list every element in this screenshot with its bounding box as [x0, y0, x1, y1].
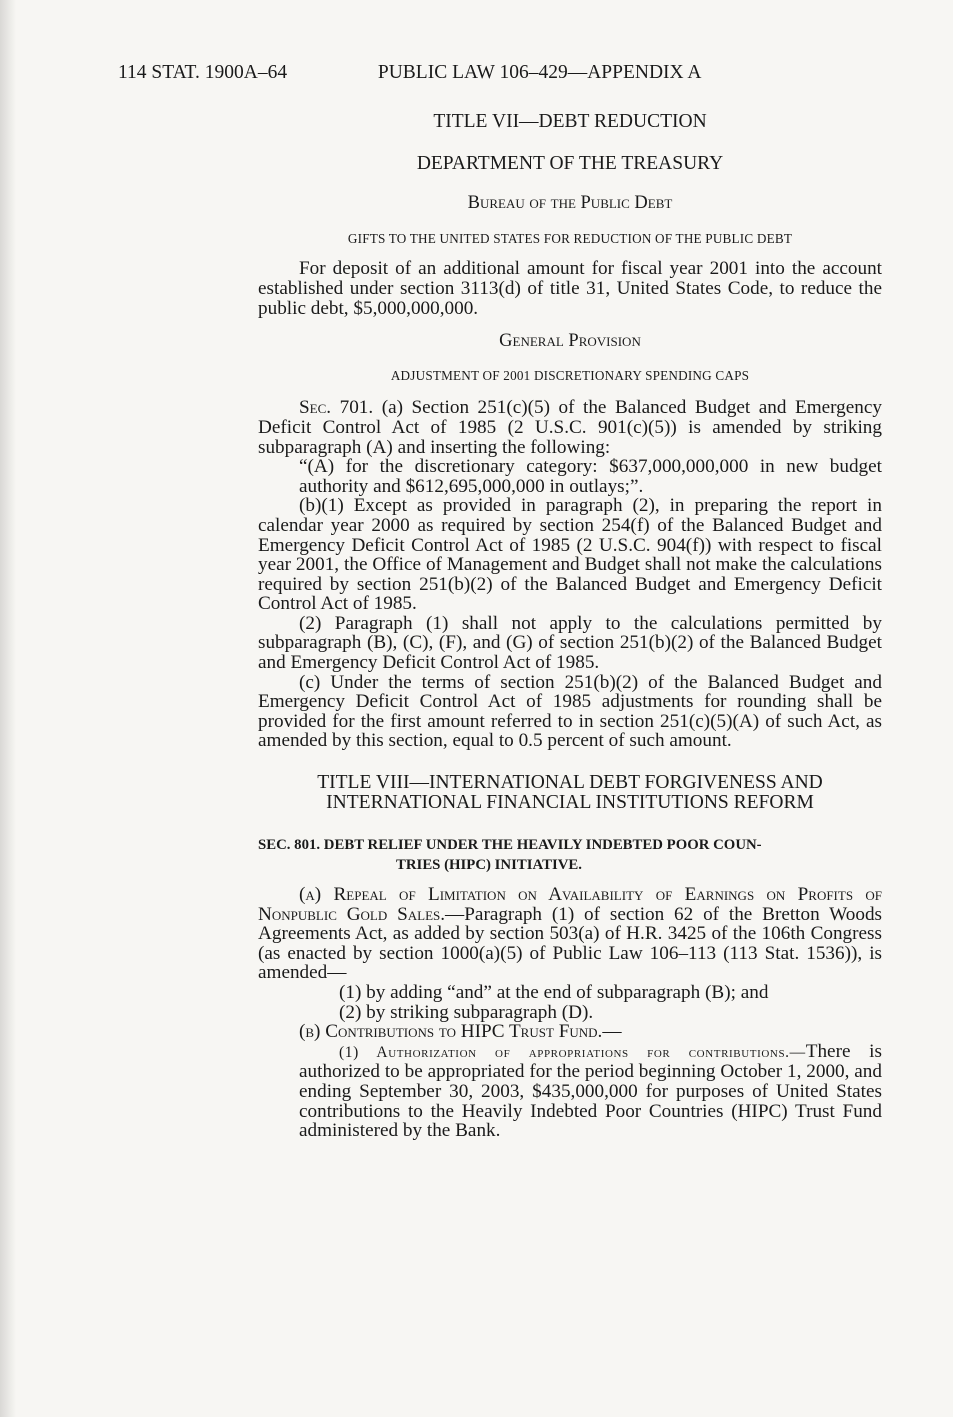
- sec-label: Sec.: [299, 397, 332, 419]
- sec-701-quote-text: “(A) for the discretionary category: $637,000,000,000 in new budget authority and $612,695,000,000 in outlays;”.: [299, 456, 882, 497]
- title-viii-heading: [258, 773, 882, 813]
- title-viii-line2: INTERNATIONAL FINANCIAL INSTITUTIONS REFORM: [326, 792, 814, 814]
- adjustment-heading: ADJUSTMENT OF 2001 DISCRETIONARY SPENDING CAPS: [390, 367, 750, 383]
- sec-701-quote: [258, 457, 882, 496]
- sec-801-a-item-1: (1) by adding “and” at the end of subparagraph (B); and: [339, 982, 769, 1003]
- title-vii-heading: TITLE VII—DEBT REDUCTION: [433, 111, 707, 132]
- bureau-heading: Bureau of the Public Debt: [467, 193, 673, 214]
- public-law-title: PUBLIC LAW 106–429—APPENDIX A: [377, 62, 702, 83]
- sec-701-b2: (2) Paragraph (1) shall not apply to the calculations permitted by subparagraph (B), (C), (F), and (G) of section 251(b)(2) of the Balanced Budget and Emergency Deficit Control Act of 1985.: [258, 612, 882, 674]
- sec-801-heading-line1: SEC. 801. DEBT RELIEF UNDER THE HEAVILY INDEBTED POOR COUN-: [258, 837, 762, 854]
- text-column: [258, 108, 882, 1141]
- sec-701-a: [258, 398, 882, 457]
- sec-701-a-text: 701. (a) Section 251(c)(5) of the Balanced Budget and Emergency Deficit Control Act of 1985 (2 U.S.C. 901(c)(5)) is amended by striking subparagraph (A) and inserting the following:: [258, 397, 882, 458]
- statute-citation: 114 STAT. 1900A–64: [118, 62, 288, 83]
- general-provision-heading: General Provision: [499, 331, 641, 352]
- scan-edge-shadow: [0, 0, 16, 1417]
- title-viii-line1: TITLE VIII—INTERNATIONAL DEBT FORGIVENESS AND: [317, 772, 823, 794]
- sec-801-a-heading: (a) Repeal of Limitation on Availability of Earnings on Profits of Nonpublic Gold Sales.—: [258, 884, 882, 925]
- sec-801-a-item-2: (2) by striking subparagraph (D).: [339, 1001, 594, 1023]
- sec-801-a-text: Paragraph (1) of section 62 of the Bretton Woods Agreements Act, as added by section 503(a) of H.R. 3425 of the 106th Congress (as enacted by section 1000(a)(5) of Public Law 106–113 (113 Stat. 1536)), is amended—: [258, 903, 882, 984]
- sec-801-b-heading: (b) Contributions to HIPC Trust Fund.—: [299, 1021, 622, 1043]
- sec-801-b1-text: There is authorized to be appropriated for the period beginning October 1, 2000, and ending September 30, 2003, $435,000,000 for purposes of United States contributions to the Heavily Indebted Poor Countries (HIPC) Trust Fund administered by the Bank.: [299, 1040, 882, 1142]
- sec-701-c: (c) Under the terms of section 251(b)(2) of the Balanced Budget and Emergency Deficit Control Act of 1985 adjustments for rounding shall be provided for the first amount referred to in section 251(c)(5)(A) of such Act, as amended by this section, equal to 0.5 percent of such amount.: [258, 671, 882, 752]
- department-heading: DEPARTMENT OF THE TREASURY: [416, 152, 724, 174]
- account-heading: GIFTS TO THE UNITED STATES FOR REDUCTION OF THE PUBLIC DEBT: [347, 230, 793, 246]
- sec-801-heading-line2: TRIES (HIPC) INITIATIVE.: [396, 857, 582, 874]
- page-header: [118, 62, 878, 84]
- deposit-paragraph: For deposit of an additional amount for fiscal year 2001 into the account established under section 3113(d) of title 31, United States Code, to reduce the public debt, $5,000,000,000.: [258, 258, 882, 319]
- sec-801-a: [258, 885, 882, 983]
- sec-801-a-list: [258, 983, 882, 1022]
- sec-801-b1: [258, 1042, 882, 1141]
- sec-801-b1-heading: (1) Authorization of appropriations for contributions.—: [339, 1043, 806, 1061]
- sec-701-b1: (b)(1) Except as provided in paragraph (2), in preparing the report in calendar year 2000 as required by section 254(f) of the Balanced Budget and Emergency Deficit Control Act of 1985 (2 U.S.C. 904(f)) with respect to fiscal year 2001, the Office of Management and Budget shall not make the calculations required by section 251(b)(2) of the Balanced Budget and Emergency Deficit Control Act of 1985.: [258, 495, 882, 615]
- sec-801-heading: [258, 835, 882, 875]
